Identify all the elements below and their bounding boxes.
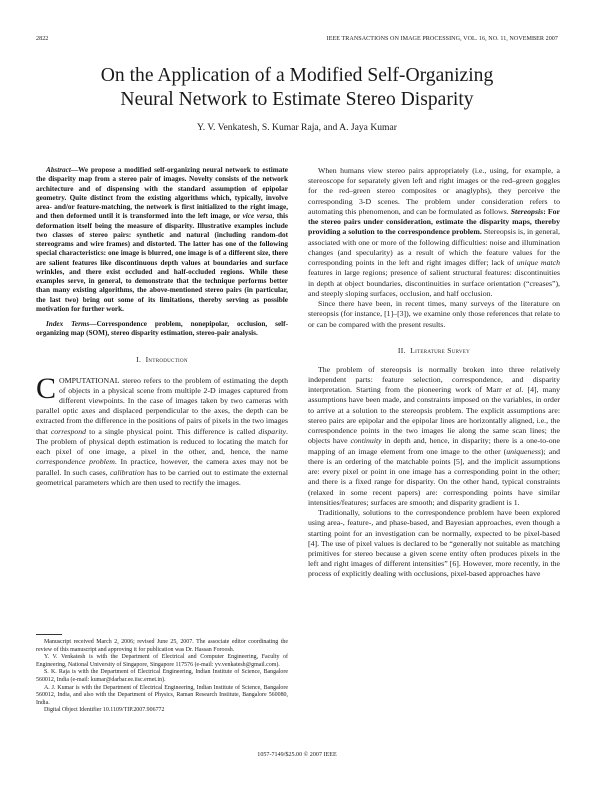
survey-text-d: ); and there is an ordering of the matchable points [5], and the implicit assumptions are: every pixel or point in one image has a corresponding point in the other; and there is a fixed range for disparity. On the other hand, typical constraints (relaxed in some recent papers) are: corresponding points have similar intensities/features; surfaces are smooth; and disparity gradient is 1. (308, 446, 560, 507)
stereopsis-text-b: Stereopsis is, in general, associated with one or more of the following difficulties: noise and illumination changes (and specularity) as a result of which the feature values for the corresponding points in the left and right images differ; lack of (308, 227, 560, 268)
survey-italic-2: continuity (350, 436, 382, 446)
intro-italic-4: calibration (109, 467, 145, 477)
page-number: 2822 (36, 36, 49, 42)
right-column (308, 166, 560, 580)
section-heading-introduction (36, 355, 288, 364)
paragraph-traditional: Traditionally, solutions to the correspondence problem have been explored using area-, feature-, and phase-based, and Bayesian approaches, even though a starting point for an investigation can be normally, expected to be pixel-based [4]. The use of pixel values is declared to be “generally not suitable as matching primitives for stereo because a given scene entity often produces pixels in the left and right images of different intensities” [6]. However, more recently, in the process of explicitly dealing with occlusions, pixel-based approaches have (308, 508, 560, 579)
title-line-2: Neural Network to Estimate Stereo Disparity (120, 89, 474, 110)
index-terms-label: Index Terms (46, 320, 90, 328)
intro-text-d: . In practice, however, the camera axes may not be parallel. In such cases, (36, 457, 289, 477)
footnote-author-3: A. J. Kumar is with the Department of Electrical Engineering, Indian Institute of Science, Bangalore 560012, India, and also with the Department of Physics, Raman Research Institute, Bangalore 560080, India. (36, 684, 288, 706)
running-header: IEEE TRANSACTIONS ON IMAGE PROCESSING, VOL. 16, NO. 11, NOVEMBER 2007 (326, 36, 558, 42)
paragraph-stereopsis (308, 166, 560, 299)
survey-text-b: [4], many assumptions have been made, and constraints imposed on the variables, in order to arrive at a solution to the stereopsis problem. The explicit assumptions are: stereo pairs are epipolar and the epipolar lines are horizontally aligned, i.e., the correspondence points in the two images lie along the same scan lines; the objects have (308, 385, 561, 446)
footnote-author-1: Y. V. Venkatesh is with the Department of Electrical and Computer Engineering, Faculty of Engineering, National University of Singapore, Singapore 117576 (e-mail: yv.venkatesh@gmail.com). (36, 654, 288, 668)
footnotes (36, 634, 288, 715)
index-terms (36, 320, 288, 339)
left-column (36, 166, 288, 488)
copyright-footer: 1057-7149/$25.00 © 2007 IEEE (257, 752, 337, 758)
section-heading-literature-survey (308, 346, 560, 355)
title-line-1: On the Application of a Modified Self-Organizing (100, 65, 494, 86)
intro-text-a: stereo refers to the problem of estimating the depth of objects in a physical scene from multiple 2-D images captured from different viewpoints. In the case of images taken by two cameras with parallel optic axes and displaced perpendicular to the axes, the depth can be extracted from the difference in the positions of pairs of pixels in the two images that (36, 375, 288, 436)
paragraph-stereopsis-parts (308, 365, 560, 508)
section-number: I. (136, 354, 142, 364)
author-list: Y. V. Venkatesh, S. Kumar Raja, and A. Jaya Kumar (197, 122, 397, 133)
survey-text-c: in depth and, hence, in disparity; there is a one-to-one mapping of an image element from one image to the other ( (308, 436, 561, 456)
abstract-label: Abstract (46, 166, 71, 174)
survey-italic-3: uniqueness (506, 446, 541, 456)
footnote-doi: Digital Object Identifier 10.1109/TIP.2007.906772 (44, 707, 165, 714)
stereopsis-bold: : For the stereo pairs under consideration, estimate the disparity maps, thereby providing a solution to the correspondence problem. (308, 206, 560, 237)
stereopsis-italic: unique match (516, 258, 560, 268)
intro-italic-1: correspond (50, 426, 87, 436)
stereopsis-label: Stereopsis (510, 206, 544, 216)
section-title: Literature Survey (410, 345, 471, 355)
section-number: II. (397, 345, 406, 355)
stereopsis-text-c: features in large regions; presence of salient structural features: discontinuities in depth at object boundaries, discontinuities in surface orientation (“creases”), and steeply sloping surfaces, occlusion, and half occlusion. (308, 268, 560, 298)
footnote-manuscript: Manuscript received March 2, 2006; revised June 25, 2007. The associate editor coordinating the review of this manuscript and approving it for publication was Dr. Hassan Foroosh. (36, 639, 288, 653)
intro-italic-2: disparity (258, 426, 287, 436)
abstract-text-1: We propose a modified self-organizing neural network to estimate the disparity map from a stereo pair of images. Novelty consists of the network architecture and of dispensing with the standard assumption of epipolar geometry. Quite distinct from the existing algorithms which, typically, involve area- and/or feature-matching, the network is first initialized to the right image, and then deformed until it is transformed into the left image, or (36, 166, 288, 221)
paragraph-surveys: Since there have been, in recent times, many surveys of the literature on stereopsis (for instance, [1]–[3]), we examine only those references that relate to or can be compared with the present results. (308, 299, 560, 329)
intro-paragraph (36, 371, 289, 489)
survey-text-a: The problem of stereopsis is normally broken into three relatively independent parts: feature selection, correspondence, and disparity interpretation. Starting from the pioneering work of Marr (308, 364, 560, 395)
intro-italic-3: correspondence problem (36, 457, 115, 467)
intro-text-e: has to be carried out to estimate the external geometrical parameters which are then used to rectify the images. (36, 467, 288, 487)
section-title: Introduction (145, 354, 188, 364)
index-terms-dash: — (89, 320, 97, 328)
abstract (36, 166, 288, 314)
footnote-author-2: S. K. Raja is with the Department of Electrical Engineering, Indian Institute of Science, Bangalore 560012, India (e-mail: kumar@darbar.ee.iisc.ernet.in). (36, 669, 288, 683)
abstract-italic: vice versa (242, 212, 273, 221)
intro-text-b: to a single physical point. This difference is called (86, 426, 259, 436)
intro-text-c: . The problem of physical depth estimation is reduced to locating the match for each pixel of one image, a pixel in the other, and, hence, the name (36, 426, 288, 457)
drop-cap: C (36, 371, 57, 405)
paper-title (30, 64, 564, 112)
abstract-text-2: , this deformation itself being the measure of disparity. Illustrative examples include two classes of stereo pairs: synthetic and natural (including random-dot stereograms and wire frames) and distorted. The latter has one of the following special characteristics: one image is blurred, one image is of a different size, there are salient features like discontinuous depth values at boundaries and surface wrinkles, and there exist occluded and half-occluded regions. While these examples serve, in general, to demonstrate that the technique performs better than many existing algorithms, the above-mentioned stereo pairs (in particular, the last two) bring out some of its limitations, thereby serving as possible motivation for further work. (36, 212, 288, 313)
stereopsis-text-a: When humans view stereo pairs appropriately (i.e., using, for example, a stereoscope for separately given left and right images or the red–green goggles for the red–green stereo composites or anaglyphs), they perceive the corresponding 3-D scenes. The problem under consideration refers to automating this phenomenon, and can be formulated as follows. (308, 166, 560, 216)
survey-italic-1: et al. (505, 385, 524, 395)
index-terms-text: Correspondence problem, nonepipolar, occlusion, self-organizing map (SOM), stereo disparity estimation, stereo-pair analysis. (36, 320, 288, 338)
footnote-rule (36, 634, 62, 635)
lead-word: OMPUTATIONAL (59, 375, 120, 385)
abstract-dash: — (70, 166, 79, 174)
